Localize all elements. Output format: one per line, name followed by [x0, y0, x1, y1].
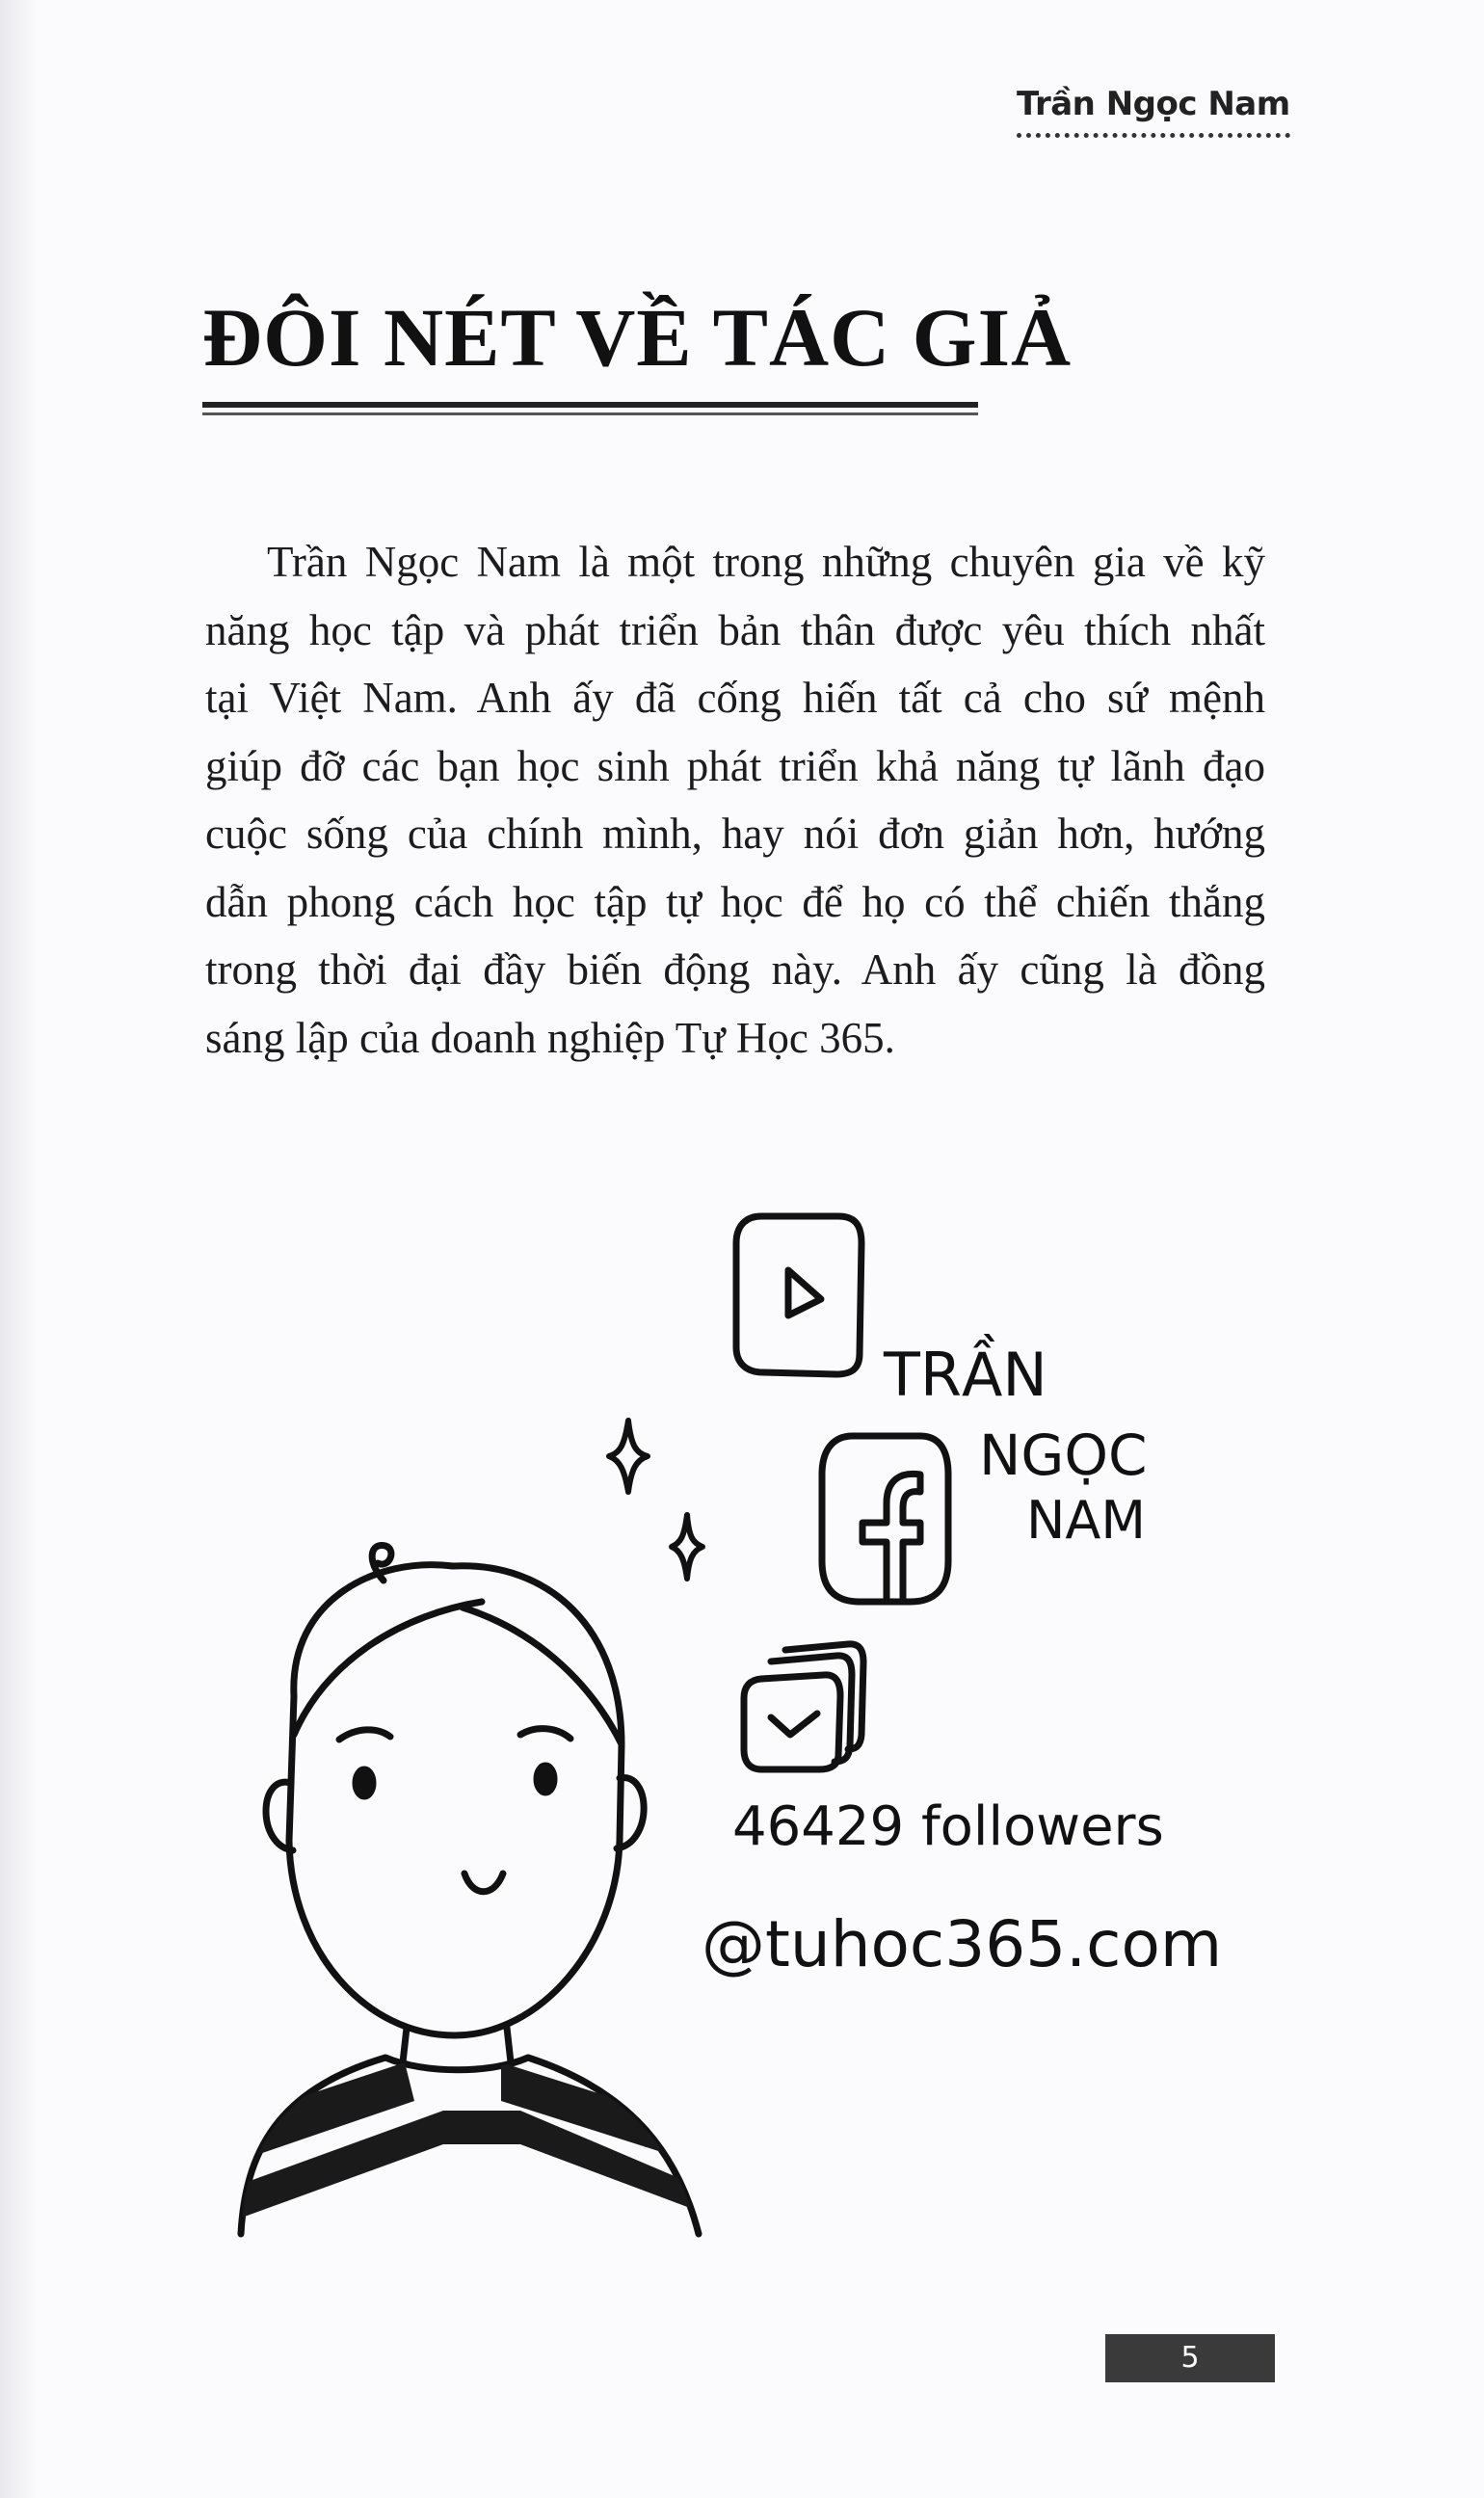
bio-line: trong thời đại đầy biến động này. Anh ấy cũng là đồng — [205, 945, 1265, 994]
bio-line: dẫn phong cách học tập tự học để họ có thể chiến thắng — [205, 877, 1265, 926]
author-character-doodle — [231, 1545, 713, 2234]
bio-line: cuộc sống của chính mình, hay nói đơn giản hơn, hướng — [205, 810, 1265, 858]
stacked-check-icon — [744, 1644, 863, 1769]
website-handle: @tuhoc365.com — [702, 1907, 1223, 1981]
followers-count: 46429 followers — [732, 1795, 1164, 1858]
bio-line: giúp đỡ các bạn học sinh phát triển khả năng tự lãnh đạo — [205, 741, 1265, 790]
bio-line: Trần Ngọc Nam là một trong những chuyên gia về kỹ — [267, 538, 1265, 586]
page-number-badge: 5 — [1105, 2334, 1275, 2382]
bio-line: năng học tập và phát triển bản thân được yêu thích nhất — [205, 605, 1265, 654]
bio-line: tại Việt Nam. Anh ấy đã cống hiến tất cả cho sứ mệnh — [205, 674, 1265, 722]
eye-right — [537, 1766, 554, 1793]
sparkle-icon — [609, 1421, 648, 1492]
sparkle-icon — [672, 1515, 702, 1579]
running-head-author: Trần Ngọc Nam — [1017, 85, 1290, 123]
name-word-nam: NAM — [1026, 1490, 1146, 1551]
smile — [464, 1874, 503, 1892]
hair-fringe — [294, 1602, 622, 1744]
bio-line: sáng lập của doanh nghiệp Tự Học 365. — [205, 1013, 895, 1062]
name-word-ngoc: NGỌC — [979, 1422, 1148, 1488]
name-word-tran: TRẦN — [884, 1340, 1047, 1410]
eye-left — [356, 1769, 373, 1796]
facebook-icon — [822, 1436, 948, 1602]
shirt-stripes — [231, 2062, 713, 2221]
shirt-outline — [241, 2058, 699, 2234]
head-outline — [289, 1565, 622, 2035]
youtube-icon — [736, 1216, 861, 1374]
chapter-title: ĐÔI NÉT VỀ TÁC GIẢ — [202, 291, 1073, 384]
eyebrow-right — [520, 1729, 570, 1739]
eyebrow-left — [339, 1730, 390, 1740]
